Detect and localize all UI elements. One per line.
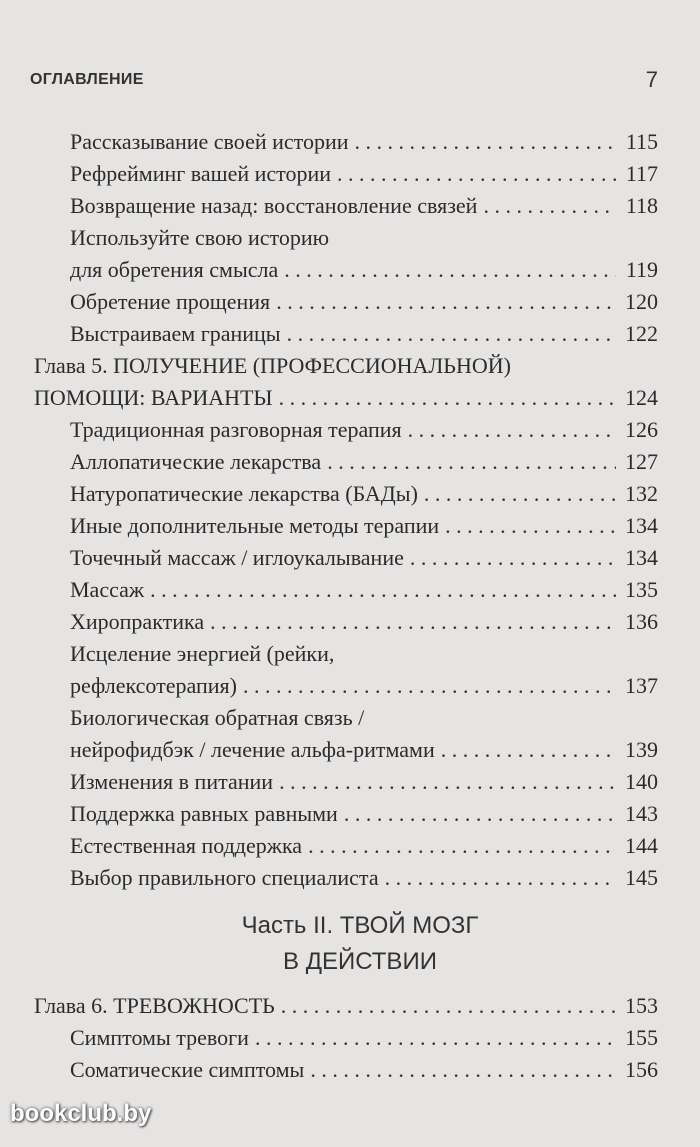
dot-leader [408,414,616,446]
toc-entry-title: Рефрейминг вашей истории [70,161,332,186]
toc-entry-title: Натуропатические лекарства (БАДы) [70,481,418,506]
toc-entry [0,510,700,542]
toc-entry-title: Рассказывание своей истории [70,129,349,154]
toc-entry [0,158,700,190]
toc-entry [0,574,700,606]
dot-leader [308,830,616,862]
toc-entry-page: 126 [625,417,658,442]
toc-entry-page: 122 [625,321,658,346]
toc-entry [0,606,700,638]
toc-entry-title: Хиропрактика [70,609,205,634]
toc-entry-page: 127 [625,449,658,474]
toc-entry-page: 140 [625,769,658,794]
toc-entry-title-cont: рефлексотерапия) [70,673,237,698]
dot-leader [410,542,616,574]
dot-leader [284,254,616,286]
dot-leader [355,126,616,158]
dot-leader [424,478,616,510]
toc-entry-title: Используйте свою историю [70,225,330,250]
toc-entry-title: Выстраиваем границы [70,321,281,346]
dot-leader [279,766,616,798]
toc-entry [0,862,700,894]
part-title-line2: В ДЕЙСТВИИ [283,948,437,975]
toc-entry-title: Обретение прощения [70,289,271,314]
dot-leader [483,190,616,222]
header-title: ОГЛАВЛЕНИЕ [30,71,144,88]
chapter-title: Глава 5. ПОЛУЧЕНИЕ (ПРОФЕССИОНАЛЬНОЙ) [34,353,511,378]
toc-entry [0,1022,700,1054]
chapter-title: Глава 6. ТРЕВОЖНОСТЬ [34,993,275,1018]
chapter-heading-line2 [0,382,700,414]
dot-leader [344,798,616,830]
toc-entry-page: 134 [625,513,658,538]
toc-entry-title: Точечный массаж / иглоукалывание [70,545,404,570]
table-of-contents [0,126,700,1086]
toc-entry [0,318,700,350]
dot-leader [243,670,616,702]
running-header [30,62,658,98]
toc-entry [0,478,700,510]
watermark: bookclub.by [10,1100,152,1127]
dot-leader [327,446,616,478]
dot-leader [337,158,616,190]
toc-entry-title: Соматические симптомы [70,1057,305,1082]
part-heading [0,908,700,980]
toc-entry [0,1054,700,1086]
toc-entry-title-cont: нейрофидбэк / лечение альфа-ритмами [70,737,435,762]
toc-entry-title-cont: для обретения смысла [70,257,279,282]
dot-leader [287,318,616,350]
toc-entry-title: Биологическая обратная связь / [70,705,365,730]
toc-entry-page: 145 [625,865,658,890]
toc-entry [0,190,700,222]
page-number: 7 [645,67,658,92]
toc-entry-page: 134 [625,545,658,570]
toc-entry [0,830,700,862]
chapter-heading-line1 [0,350,700,382]
toc-entry-page: 143 [625,801,658,826]
toc-entry-title: Естественная поддержка [70,833,303,858]
toc-entry-line2 [0,254,700,286]
dot-leader [150,574,616,606]
toc-entry-page: 115 [625,129,658,154]
toc-entry-title: Изменения в питании [70,769,274,794]
toc-entry-title: Исцеление энергией (рейки, [70,641,335,666]
toc-entry-page: 118 [625,193,658,218]
toc-entry-line1 [0,222,700,254]
dot-leader [276,286,616,318]
toc-entry-title: Аллопатические лекарства [70,449,322,474]
toc-entry-page: 120 [625,289,658,314]
toc-entry-line1 [0,702,700,734]
part-title-line1: Часть II. ТВОЙ МОЗГ [241,912,479,939]
toc-entry [0,126,700,158]
toc-entry-title: Поддержка равных равными [70,801,338,826]
dot-leader [441,734,616,766]
chapter-heading [0,990,700,1022]
toc-entry-page: 119 [625,257,658,282]
toc-entry [0,286,700,318]
toc-entry-page: 135 [625,577,658,602]
toc-entry-page: 117 [625,161,658,186]
toc-entry-page: 136 [625,609,658,634]
dot-leader [210,606,616,638]
toc-entry-line2 [0,734,700,766]
toc-entry-page: 144 [625,833,658,858]
dot-leader [279,382,616,414]
toc-entry-page: 155 [625,1025,658,1050]
toc-entry-title: Выбор правильного специалиста [70,865,379,890]
toc-entry [0,542,700,574]
dot-leader [255,1022,616,1054]
chapter-page: 153 [625,993,658,1018]
toc-entry [0,798,700,830]
toc-entry-line2 [0,670,700,702]
chapter-page: 124 [625,385,658,410]
toc-entry-line1 [0,638,700,670]
toc-entry-page: 137 [625,673,658,698]
toc-entry-title: Традиционная разговорная терапия [70,417,402,442]
toc-entry [0,766,700,798]
toc-entry-page: 132 [625,481,658,506]
toc-entry-title: Возвращение назад: восстановление связей [70,193,478,218]
chapter-title-cont: ПОМОЩИ: ВАРИАНТЫ [34,385,273,410]
toc-entry [0,446,700,478]
toc-entry-title: Симптомы тревоги [70,1025,249,1050]
toc-entry-page: 139 [625,737,658,762]
toc-entry-title: Иные дополнительные методы терапии [70,513,440,538]
toc-entry-page: 156 [625,1057,658,1082]
dot-leader [281,990,616,1022]
dot-leader [310,1054,616,1086]
dot-leader [385,862,616,894]
dot-leader [445,510,616,542]
toc-entry-title: Массаж [70,577,145,602]
toc-entry [0,414,700,446]
